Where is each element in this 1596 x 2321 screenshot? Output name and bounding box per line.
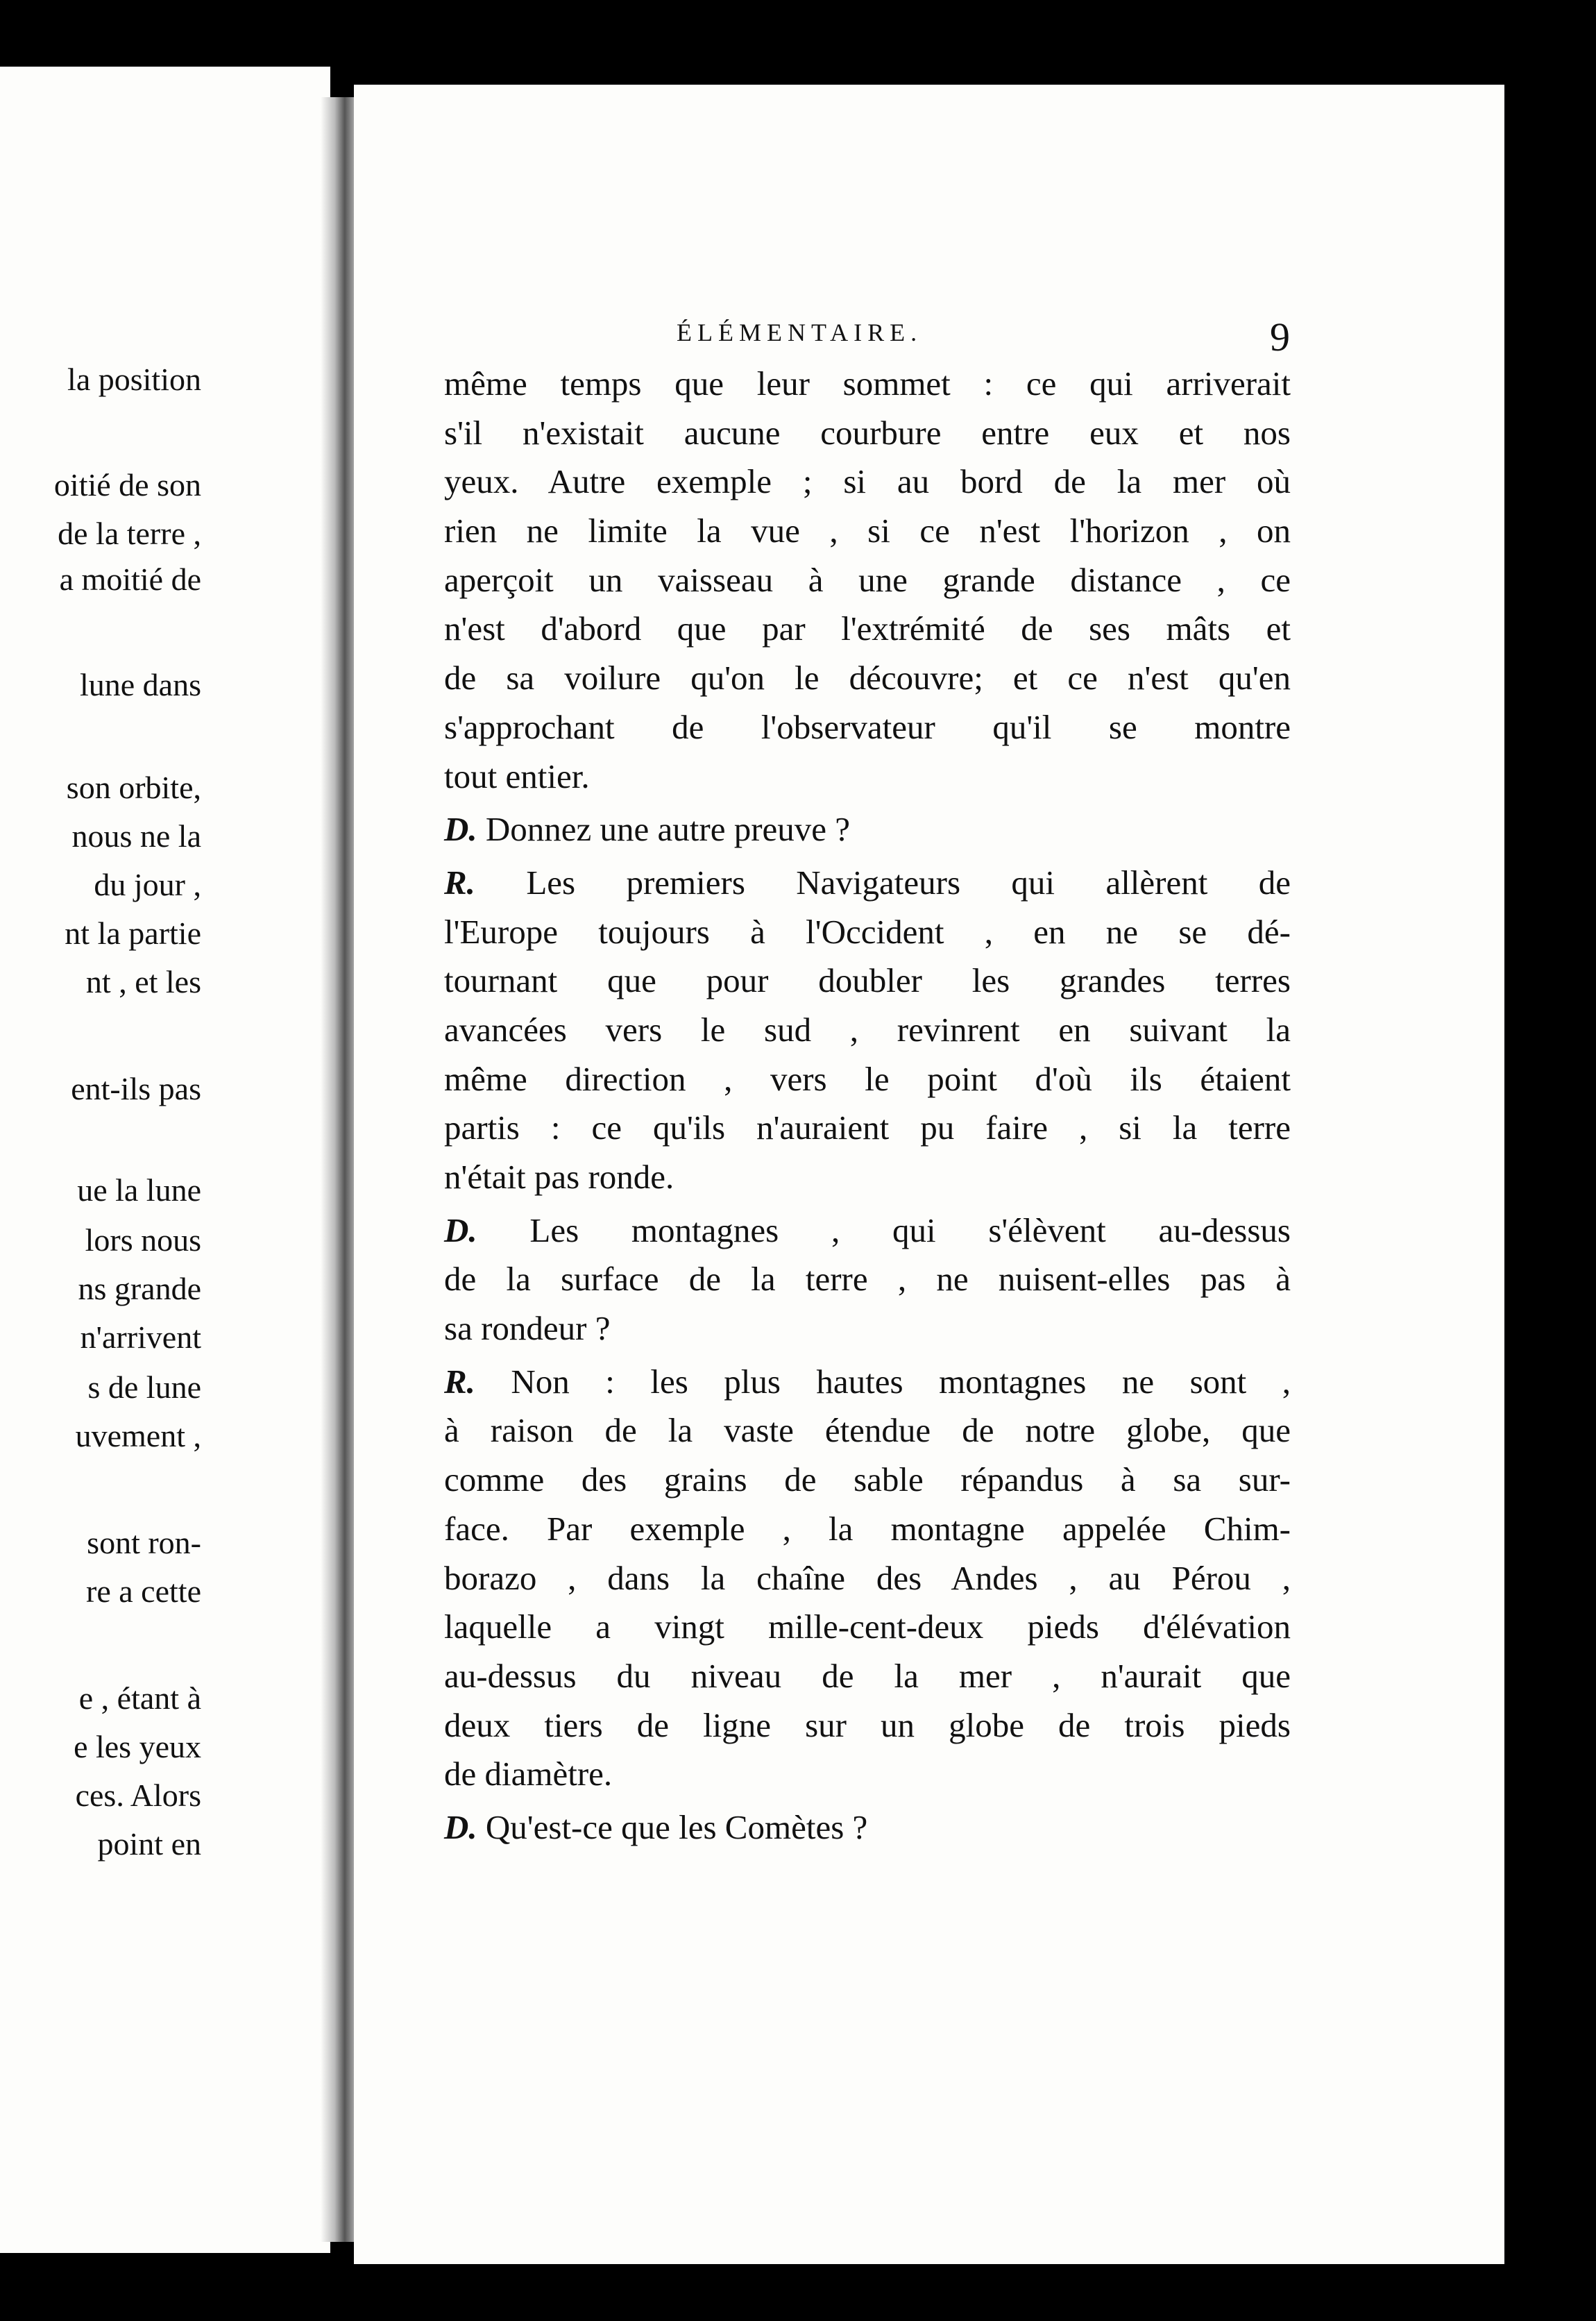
- paragraph-start-line: [444, 805, 1291, 854]
- text-line: [444, 1603, 1291, 1652]
- left-page-text: [0, 67, 201, 2253]
- line-text: même direction , vers le point d'où ils étaient: [444, 1059, 1291, 1098]
- line-text: s'approchant de l'observateur qu'il se montre: [444, 707, 1291, 746]
- text-line: [444, 1652, 1291, 1701]
- line-text: laquelle a vingt mille-cent-deux pieds d'élévation: [444, 1607, 1291, 1646]
- text-line: [444, 1406, 1291, 1455]
- line-text: Les premiers Navigateurs qui allèrent de: [475, 863, 1291, 902]
- line-text: rien ne limite la vue , si ce n'est l'horizon , on: [444, 512, 1291, 550]
- text-line: [444, 556, 1291, 605]
- text-line: [444, 1554, 1291, 1603]
- left-page: [0, 67, 330, 2253]
- page-number: 9: [1270, 314, 1290, 360]
- left-page-line: lune dans: [79, 667, 201, 702]
- left-page-line: s de lune: [87, 1369, 201, 1405]
- text-line: [444, 1255, 1291, 1304]
- text-line: [444, 1055, 1291, 1104]
- left-page-line: e les yeux: [74, 1729, 201, 1764]
- left-page-line: ns grande: [78, 1271, 201, 1306]
- line-text: tournant que pour doubler les grandes terres: [444, 961, 1291, 1000]
- text-line: [444, 409, 1291, 458]
- line-text: n'était pas ronde.: [444, 1158, 674, 1196]
- text-line: [444, 1153, 1291, 1202]
- text-line: [444, 908, 1291, 957]
- text-line: [444, 1750, 1291, 1799]
- line-text: l'Europe toujours à l'Occident , en ne se dé-: [444, 912, 1291, 951]
- left-page-line: nt la partie: [65, 915, 201, 951]
- line-text: au-dessus du niveau de la mer , n'aurait que: [444, 1656, 1291, 1695]
- speaker-marker: D.: [444, 1210, 477, 1249]
- left-page-line: sont ron-: [87, 1525, 201, 1560]
- text-line: [444, 703, 1291, 752]
- body-text: [444, 360, 1291, 1852]
- left-page-line: re a cette: [86, 1573, 201, 1609]
- line-text: comme des grains de sable répandus à sa sur-: [444, 1460, 1291, 1499]
- line-text: Les montagnes , qui s'élèvent au-dessus: [477, 1210, 1291, 1249]
- left-page-line: lors nous: [85, 1222, 201, 1258]
- text-line: [444, 1505, 1291, 1554]
- speaker-marker: D.: [444, 810, 477, 849]
- line-text: yeux. Autre exemple ; si au bord de la mer où: [444, 462, 1291, 501]
- left-page-line: la position: [67, 362, 201, 397]
- line-text: face. Par exemple , la montagne appelée Chim-: [444, 1509, 1291, 1548]
- line-text: aperçoit un vaisseau à une grande distance , ce: [444, 560, 1291, 599]
- line-text: Qu'est-ce que les Comètes ?: [477, 1807, 868, 1846]
- left-page-line: du jour ,: [94, 867, 201, 902]
- left-page-line: ent-ils pas: [71, 1071, 201, 1106]
- line-text: même temps que leur sommet : ce qui arriverait: [444, 364, 1291, 403]
- paragraph-start-line: [444, 1206, 1291, 1256]
- line-text: Non : les plus hautes montagnes ne sont ,: [475, 1362, 1291, 1401]
- text-line: [444, 360, 1291, 409]
- line-text: n'est d'abord que par l'extrémité de ses mâts et: [444, 609, 1291, 648]
- text-line: [444, 956, 1291, 1006]
- text-line: [444, 1304, 1291, 1353]
- text-line: [444, 654, 1291, 703]
- left-page-line: point en: [97, 1826, 201, 1862]
- line-text: de diamètre.: [444, 1755, 613, 1794]
- left-page-line: son orbite,: [66, 770, 201, 805]
- left-page-line: uvement ,: [75, 1418, 201, 1453]
- line-text: partis : ce qu'ils n'auraient pu faire , si la terre: [444, 1108, 1291, 1147]
- left-page-line: nous ne la: [71, 818, 201, 854]
- line-text: borazo , dans la chaîne des Andes , au Pérou ,: [444, 1558, 1291, 1597]
- text-line: [444, 457, 1291, 507]
- left-page-line: ue la lune: [77, 1172, 201, 1208]
- line-text: sa rondeur ?: [444, 1309, 611, 1348]
- left-page-line: de la terre ,: [58, 516, 201, 551]
- left-page-line: e , étant à: [78, 1680, 201, 1716]
- speaker-marker: R.: [444, 1362, 475, 1401]
- running-head: ÉLÉMENTAIRE.: [677, 319, 923, 346]
- left-page-line: nt , et les: [85, 964, 201, 999]
- line-text: Donnez une autre preuve ?: [477, 810, 851, 849]
- line-text: de la surface de la terre , ne nuisent-elles pas à: [444, 1260, 1291, 1299]
- text-line: [444, 1104, 1291, 1153]
- line-text: deux tiers de ligne sur un globe de trois pieds: [444, 1705, 1291, 1744]
- line-text: à raison de la vaste étendue de notre globe, que: [444, 1411, 1291, 1450]
- text-line: [444, 507, 1291, 556]
- text-line: [444, 605, 1291, 654]
- paragraph-start-line: [444, 1803, 1291, 1852]
- left-page-line: ces. Alors: [75, 1778, 201, 1813]
- text-line: [444, 1006, 1291, 1055]
- line-text: s'il n'existait aucune courbure entre eux et nos: [444, 413, 1291, 452]
- paragraph-start-line: [444, 1358, 1291, 1407]
- left-page-line: oitié de son: [53, 467, 201, 503]
- text-line: [444, 1701, 1291, 1750]
- line-text: de sa voilure qu'on le découvre; et ce n'est qu'en: [444, 659, 1291, 698]
- left-page-line: a moitié de: [59, 562, 201, 597]
- paragraph-start-line: [444, 859, 1291, 908]
- line-text: avancées vers le sud , revinrent en suivant la: [444, 1010, 1291, 1049]
- text-line: [444, 1455, 1291, 1505]
- speaker-marker: D.: [444, 1807, 477, 1846]
- text-line: [444, 752, 1291, 802]
- line-text: tout entier.: [444, 757, 590, 795]
- left-page-line: n'arrivent: [80, 1319, 201, 1355]
- speaker-marker: R.: [444, 863, 475, 902]
